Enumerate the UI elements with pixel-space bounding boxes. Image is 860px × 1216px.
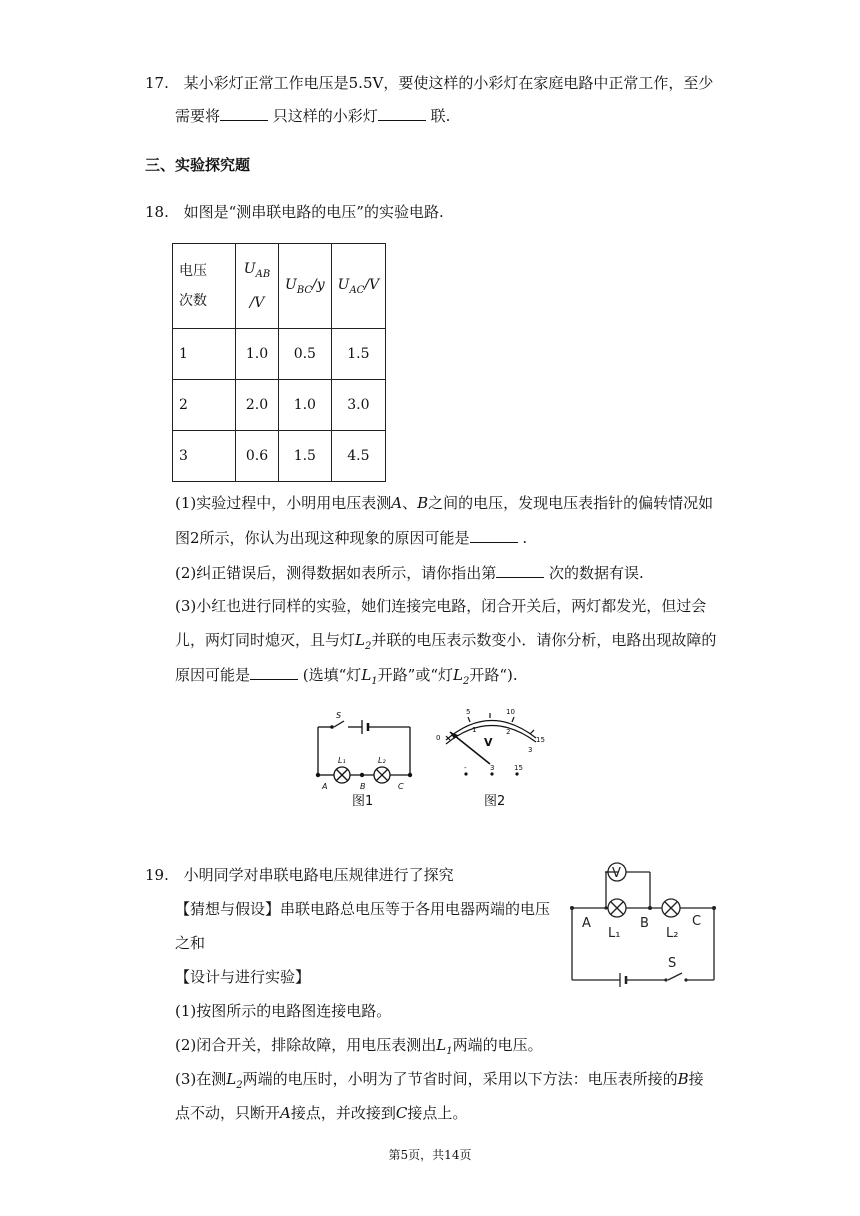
figure-2-caption: 图2: [484, 794, 506, 809]
meter-tick-1: 1: [472, 726, 477, 734]
q17-line1: [145, 72, 713, 94]
q17-text-2b: 只这样的小彩灯: [268, 107, 378, 125]
q18-intro: [145, 201, 444, 223]
q19-line8: [175, 1102, 467, 1124]
cell-uac: 3.0: [331, 380, 386, 431]
q19-6b: 两端的电压。: [452, 1036, 543, 1054]
meter-terminal-3: 3: [490, 764, 495, 772]
q17-text-1: 某小彩灯正常工作电压是5.5V，要使这样的小彩灯在家庭电路中正常工作，至少: [183, 74, 714, 92]
q19-line7: [175, 1068, 704, 1097]
q18-p1c: 图2所示，你认为出现这种现象的原因可能是: [175, 529, 470, 547]
q18-p1d: .: [517, 529, 528, 547]
q19-fig-b: B: [640, 916, 649, 931]
symbol-l1: [436, 1036, 453, 1057]
q18-intro-text: 如图是“测串联电路的电压”的实验电路.: [183, 203, 444, 221]
q18-p3-3c: 开路”或“灯: [377, 666, 453, 684]
q18-p1b: 之间的电压，发现电压表指针的偏转情况如: [428, 494, 714, 512]
q19-line2: 【猜想与假设】串联电路总电压等于各用电器两端的电压: [175, 900, 551, 918]
table-row: [173, 329, 386, 380]
symbol-l2-letter: L: [226, 1070, 237, 1088]
q18-p3-3b: (选填“灯: [298, 666, 362, 684]
q17-blank-1[interactable]: [220, 104, 268, 121]
q19-fig-l2: L₂: [666, 926, 679, 941]
point-c: C: [395, 1104, 408, 1122]
symbol-l1-sub: 1: [446, 1046, 453, 1057]
q19-7a: (3)在测: [175, 1070, 227, 1088]
q17-line2: [175, 104, 450, 127]
cell-trial: 3: [173, 431, 236, 482]
q18-p1-sep: 、: [402, 494, 418, 512]
meter-terminal-15: 15: [514, 764, 523, 772]
point-b: B: [677, 1070, 689, 1088]
q18-p3-2a: 儿，两灯同时熄灭，且与灯: [175, 631, 356, 649]
table-header-row: [173, 244, 386, 329]
meter-tick-0: 0: [436, 734, 441, 742]
q18-p3-3d: 开路“).: [469, 666, 518, 684]
symbol-l2-letter: L: [453, 666, 463, 684]
q19-8a: 点不动，只断开: [175, 1104, 281, 1122]
q19-7b: 两端的电压时，小明为了节省时间，采用以下方法：电压表所接的: [242, 1070, 678, 1088]
meter-tick-15: 15: [536, 736, 545, 744]
q18-part2: [175, 561, 644, 584]
page-footer: 第5页，共14页: [388, 1148, 472, 1162]
q19-fig-l1: L₁: [608, 926, 621, 941]
cell-uab: 2.0: [236, 380, 279, 431]
q18-number: 18.: [145, 203, 169, 221]
q19-line3: 之和: [175, 934, 206, 952]
symbol-l2: [453, 666, 470, 687]
corner-bottom: 次数: [179, 293, 207, 309]
meter-v-label: V: [484, 736, 493, 749]
cell-uab: 0.6: [236, 431, 279, 482]
point-a: A: [280, 1104, 291, 1122]
cell-uac: 1.5: [331, 329, 386, 380]
meter-tick-3: 3: [528, 746, 533, 754]
q18-blank-2[interactable]: [496, 561, 544, 578]
q19-number: 19.: [145, 866, 169, 884]
section-3-title: 三、实验探究题: [145, 156, 251, 174]
q19-line5: (1)按图所示的电路图连接电路。: [175, 1002, 392, 1020]
fig1-label-b: B: [360, 782, 366, 791]
q18-part1-line2: [175, 526, 527, 549]
q17-number: 17.: [145, 74, 169, 92]
col-uac: $U_{AC}/V$: [331, 244, 386, 329]
cell-uab: 1.0: [236, 329, 279, 380]
col-uab: $U_{AB}$ /V: [236, 244, 279, 329]
corner-top: 电压: [179, 263, 207, 279]
q18-blank-1[interactable]: [470, 526, 518, 543]
q18-part3-line2: [175, 629, 716, 658]
q19-8c: 接点上。: [407, 1104, 468, 1122]
cell-ubc: 1.5: [279, 431, 332, 482]
symbol-l2-sub: 2: [364, 641, 372, 652]
q17-text-2a: 需要将: [175, 107, 221, 125]
q17-blank-2[interactable]: [378, 104, 426, 121]
q19-fig-c: C: [692, 914, 702, 929]
symbol-l1-sub: 1: [371, 676, 378, 687]
q18-p3-3a: 原因可能是: [175, 666, 251, 684]
symbol-l1-letter: L: [361, 666, 372, 684]
symbol-l2-sub: 2: [236, 1080, 243, 1091]
q19-text-1: 小明同学对串联电路电压规律进行了探究: [183, 866, 454, 884]
q18-part1-line1: [175, 492, 713, 514]
q19-line4: 【设计与进行实验】: [175, 968, 311, 986]
q19-fig-v: V: [612, 866, 621, 881]
q18-part3-line1: (3)小红也进行同样的实验，她们连接完电路，闭合开关后，两灯都发光，但过会: [175, 597, 707, 615]
q17-text-2c: 联.: [425, 107, 451, 125]
fig1-label-c: C: [398, 782, 404, 791]
q19-line6: [175, 1034, 543, 1063]
q18-part3-line3: [175, 663, 518, 693]
meter-tick-10: 10: [506, 708, 515, 716]
q19-line1: [145, 864, 454, 886]
fig1-label-a: A: [322, 782, 328, 791]
table-corner-cell: [173, 244, 236, 329]
cell-ubc: 0.5: [279, 329, 332, 380]
meter-tick-5: 5: [466, 708, 471, 716]
symbol-l2: [355, 631, 372, 652]
q19-8b: 接点，并改接到: [290, 1104, 396, 1122]
symbol-l1: [361, 666, 378, 687]
point-a: A: [391, 494, 403, 512]
table-row: [173, 380, 386, 431]
figure-1-caption: 图1: [352, 794, 374, 809]
q18-blank-3[interactable]: [250, 663, 298, 680]
cell-ubc: 1.0: [279, 380, 332, 431]
q18-p3-2b: 并联的电压表示数变小．请你分析，电路出现故障的: [371, 631, 717, 649]
q19-fig-s: S: [668, 956, 677, 971]
cell-trial: 1: [173, 329, 236, 380]
q18-p2a: (2)纠正错误后，测得数据如表所示，请你指出第: [175, 564, 497, 582]
q19-7c: 接: [688, 1070, 704, 1088]
fig1-label-l1: L₁: [338, 756, 346, 765]
cell-uac: 4.5: [331, 431, 386, 482]
symbol-l2-letter: L: [355, 631, 365, 649]
q19-circuit-figure: [568, 855, 720, 990]
symbol-l2: [226, 1070, 243, 1091]
table-row: [173, 431, 386, 482]
fig1-label-l2: L₂: [378, 756, 386, 765]
meter-tick-2: 2: [506, 728, 511, 736]
q18-data-table: [172, 243, 386, 482]
col-ubc: $U_{BC}/y$: [279, 244, 332, 329]
q19-fig-a: A: [582, 916, 591, 931]
q18-p1a: (1)实验过程中，小明用电压表测: [175, 494, 392, 512]
symbol-l1-letter: L: [436, 1036, 447, 1054]
meter-terminal-neg: -: [464, 764, 467, 772]
q19-6a: (2)闭合开关，排除故障，用电压表测出: [175, 1036, 437, 1054]
cell-trial: 2: [173, 380, 236, 431]
q18-p2b: 次的数据有误.: [544, 564, 644, 582]
symbol-l2-sub: 2: [462, 676, 470, 687]
fig1-label-s: S: [336, 711, 342, 720]
figure-2-voltmeter: [432, 702, 552, 782]
point-b: B: [417, 494, 429, 512]
